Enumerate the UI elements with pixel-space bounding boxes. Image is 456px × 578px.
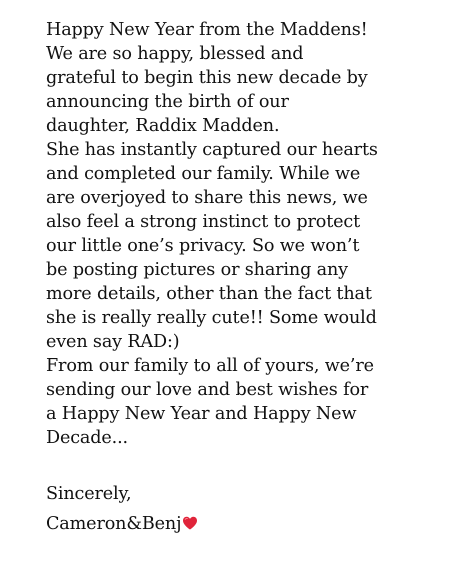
note-line: are overjoyed to share this news, we bbox=[46, 188, 368, 208]
note-line: Decade... bbox=[46, 428, 128, 448]
signature-name: Cameron&Benj bbox=[46, 514, 182, 534]
note-line: she is really really cute!! Some would bbox=[46, 308, 377, 328]
note-line: more details, other than the fact that bbox=[46, 284, 372, 304]
note-line: grateful to begin this new decade by bbox=[46, 68, 368, 88]
paragraph-gap bbox=[46, 450, 450, 474]
note-line: be posting pictures or sharing any bbox=[46, 260, 348, 280]
signature-line bbox=[46, 512, 450, 536]
note-line: announcing the birth of our bbox=[46, 92, 289, 112]
announcement-note bbox=[46, 18, 450, 536]
red-heart-icon bbox=[182, 516, 198, 530]
note-line: even say RAD:) bbox=[46, 332, 180, 352]
note-line: and completed our family. While we bbox=[46, 164, 361, 184]
note-line: daughter, Raddix Madden. bbox=[46, 116, 280, 136]
note-line: sending our love and best wishes for bbox=[46, 380, 369, 400]
note-line: a Happy New Year and Happy New bbox=[46, 404, 357, 424]
note-line: our little one’s privacy. So we won’t bbox=[46, 236, 360, 256]
signoff: Sincerely, bbox=[46, 484, 132, 504]
note-line: also feel a strong instinct to protect bbox=[46, 212, 361, 232]
note-line: We are so happy, blessed and bbox=[46, 44, 304, 64]
note-line: From our family to all of yours, we’re bbox=[46, 356, 374, 376]
note-line: She has instantly captured our hearts bbox=[46, 140, 378, 160]
note-line: Happy New Year from the Maddens! bbox=[46, 20, 368, 40]
